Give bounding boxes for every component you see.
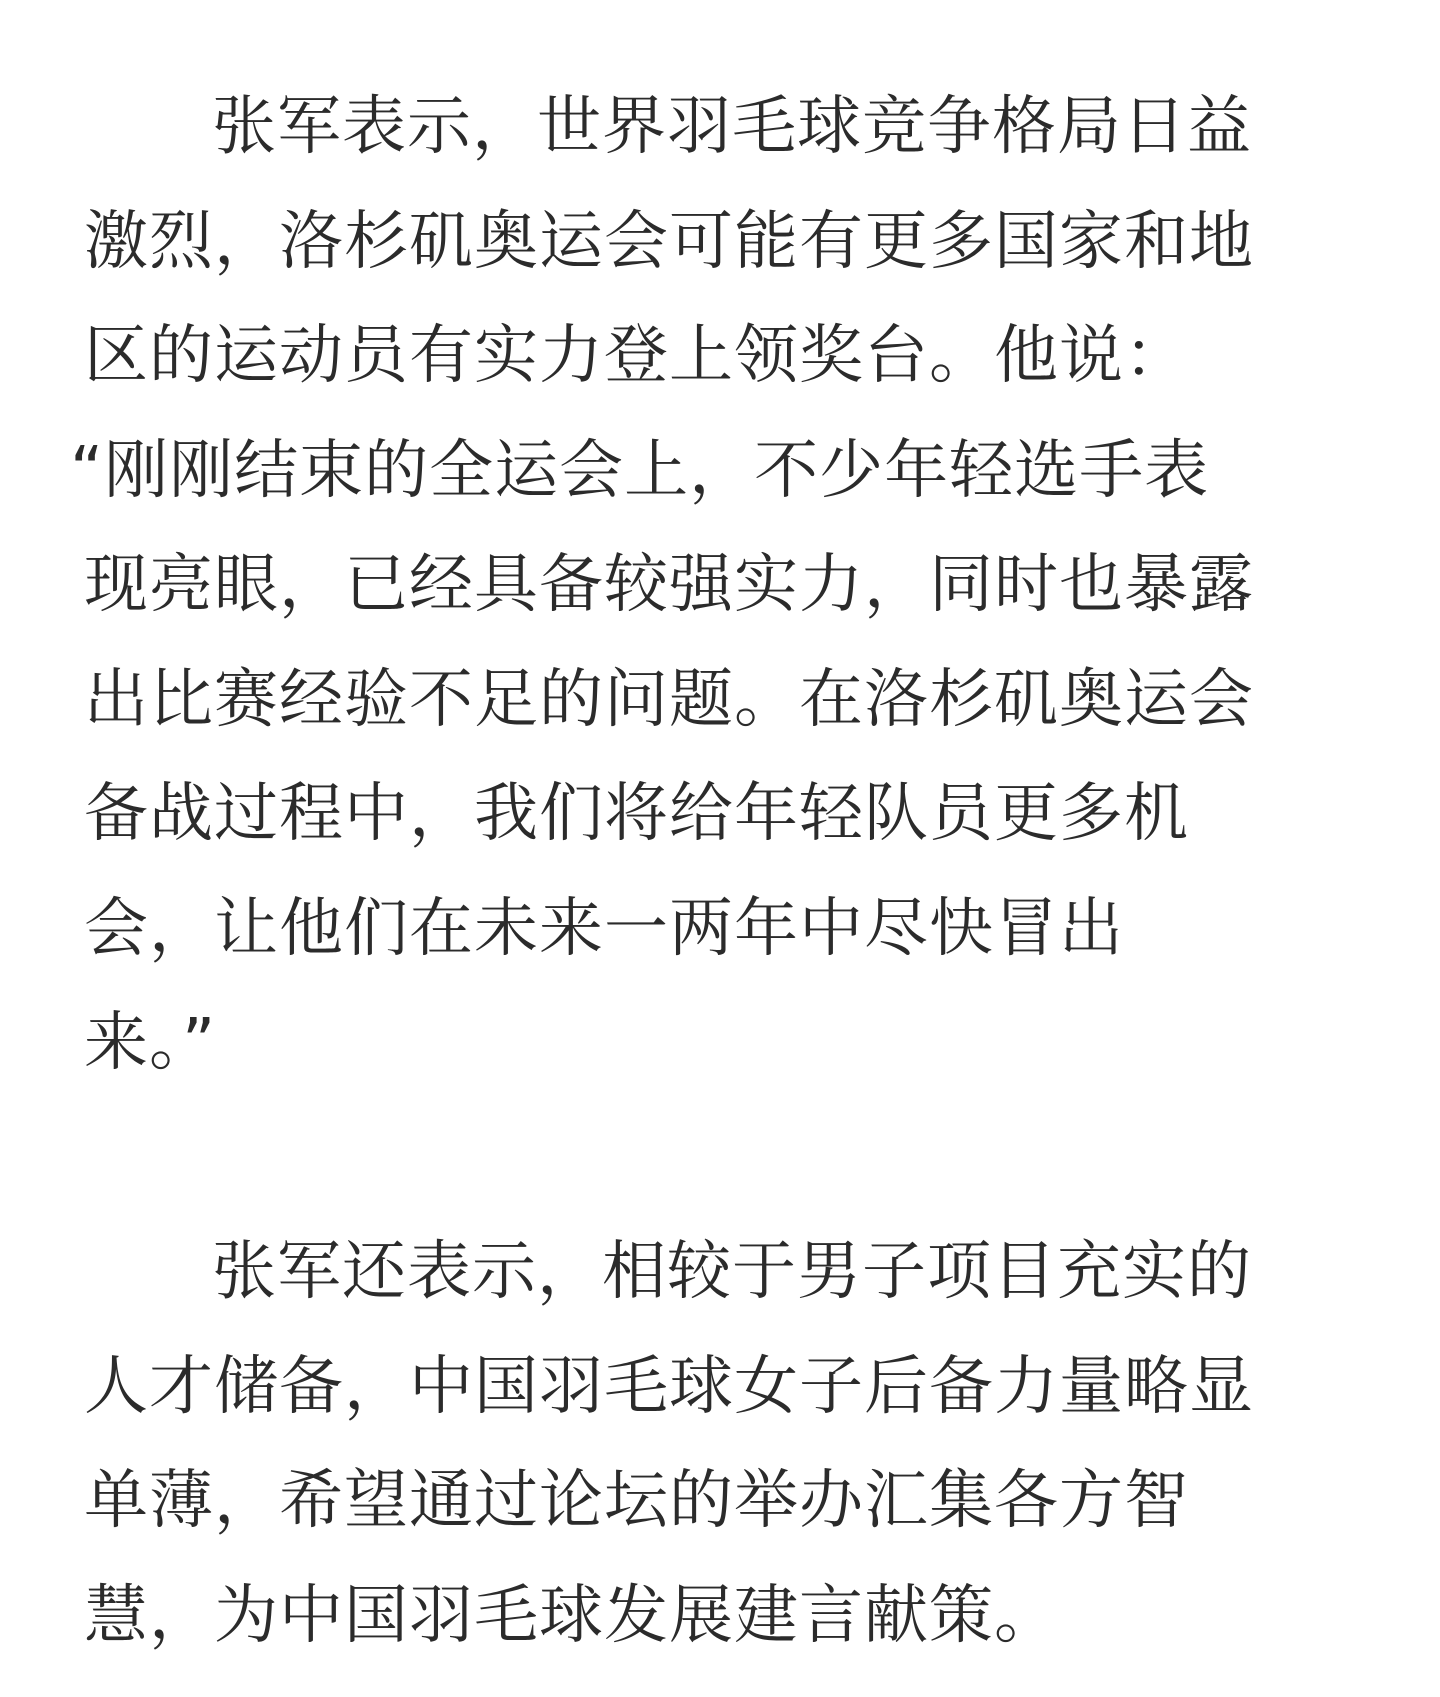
paragraph-line: 备战过程中，我们将给年轻队员更多机 xyxy=(84,777,1189,851)
paragraph-line: 来。” xyxy=(84,1006,217,1080)
paragraph-spacer xyxy=(84,1101,1374,1216)
article-body xyxy=(70,70,1374,1673)
paragraph-line: 人才储备，中国羽毛球女子后备力量略显 xyxy=(84,1349,1254,1424)
paragraph-line: 单薄，希望通过论坛的举办汇集各方智 xyxy=(84,1464,1189,1538)
paragraph-line: 出比赛经验不足的问题。在洛杉矶奥运会 xyxy=(84,662,1254,737)
paragraph-2 xyxy=(84,1215,1374,1673)
paragraph-line: 区的运动员有实力登上领奖台。他说： xyxy=(84,319,1189,393)
paragraph-line: 激烈，洛杉矶奥运会可能有更多国家和地 xyxy=(84,204,1254,279)
paragraph-line: 现亮眼，已经具备较强实力，同时也暴露 xyxy=(84,548,1254,622)
paragraph-1 xyxy=(70,70,1374,1101)
paragraph-line: 张军表示，世界羽毛球竞争格局日益 xyxy=(212,90,1252,164)
paragraph-line: “刚刚结束的全运会上，不少年轻选手表 xyxy=(70,433,1210,508)
paragraph-line: 慧，为中国羽毛球发展建言献策。 xyxy=(84,1578,1059,1653)
paragraph-line: 会，让他们在未来一两年中尽快冒出 xyxy=(84,891,1124,966)
paragraph-line: 张军还表示，相较于男子项目充实的 xyxy=(212,1235,1252,1309)
